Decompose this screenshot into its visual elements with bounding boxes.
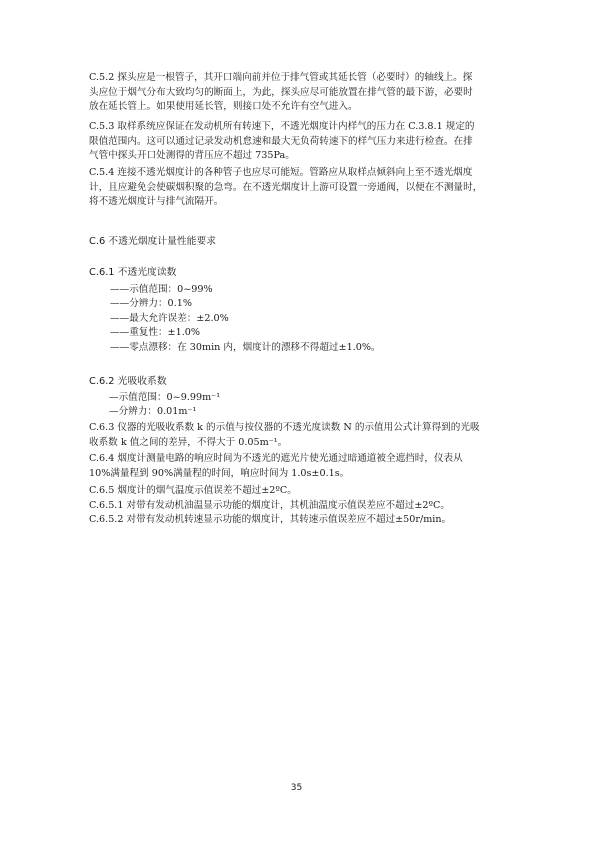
list-item: ——示值范围：0~99% [110, 284, 213, 295]
list-item: ——零点漂移：在 30min 内，烟度计的漂移不得超过±1.0%。 [110, 341, 381, 353]
list-item: ——分辨力：0.1% [110, 298, 192, 310]
clause-c-6-5 [89, 484, 507, 528]
clause-c-5-3 [89, 120, 507, 164]
list-item: —示值范围：0~9.99m⁻¹ [109, 392, 221, 403]
page-number: 35 [290, 783, 303, 793]
c-6-2-requirements-list [109, 391, 220, 420]
subsection-heading-c-6-2: C.6.2 光吸收系数 [89, 376, 167, 387]
clause-c-6-4 [89, 452, 507, 481]
text-line: C.6.3 仪器的光吸收系数 k 的示值与按仪器的不透光度读数 N 的示值用公式计算得到的光吸 [89, 422, 480, 433]
text-line: 计，且应避免会使碳烟积聚的急弯。在不透光烟度计上游可设置一旁通阀，以便在不测量时， [89, 181, 483, 193]
list-item: —分辨力：0.01m⁻¹ [109, 406, 197, 418]
list-item: ——重复性：±1.0% [110, 327, 200, 339]
text-line: C.6.5.2 对带有发动机转速显示功能的烟度计，其转速示值误差应不超过±50r/min。 [89, 514, 452, 526]
text-line: 将不透光烟度计与排气流隔开。 [89, 196, 224, 208]
clause-c-6-3 [89, 421, 507, 450]
list-item: ——最大允许误差：±2.0% [110, 312, 229, 324]
text-line: C.5.4 连接不透光烟度计的各种管子也应尽可能短。管路应从取样点倾斜向上至不透光烟度 [89, 167, 473, 178]
text-line: 限值范围内。这可以通过记录发动机怠速和最大无负荷转速下的样气压力来进行检查。在排 [89, 135, 473, 147]
c-6-1-requirements-list [110, 283, 381, 355]
text-line: C.5.2 探头应是一根管子，其开口端向前并位于排气管或其延长管（必要时）的轴线上。探 [89, 72, 473, 83]
clause-c-5-4 [89, 166, 507, 210]
text-line: 气管中探头开口处测得的背压应不超过 735Pa。 [89, 150, 295, 162]
text-line: C.6.5.1 对带有发动机油温显示功能的烟度计，其机油温度示值误差应不超过±2ºC。 [89, 499, 450, 511]
text-line: 放在延长管上。如果使用延长管，则接口处不允许有空气进入。 [89, 101, 358, 113]
subsection-heading-c-6-1: C.6.1 不透光度读数 [89, 267, 177, 278]
section-heading-c-6: C.6 不透光烟度计量性能要求 [89, 236, 217, 247]
text-line: C.6.5 烟度计的烟气温度示值误差不超过±2ºC。 [89, 485, 297, 496]
text-line: C.6.4 烟度计测量电路的响应时间为不透光的遮光片使光通过暗通道被全遮挡时，仪表从 [89, 453, 463, 464]
text-line: C.5.3 取样系统应保证在发动机所有转速下，不透光烟度计内样气的压力在 C.3.8.1 规定的 [89, 121, 475, 132]
text-line: 头应位于烟气分布大致均匀的断面上，为此，探头应尽可能放置在排气管的最下游，必要时 [89, 86, 473, 98]
clause-c-5-2 [89, 71, 507, 115]
text-line: 收系数 k 值之间的差异，不得大于 0.05m⁻¹。 [89, 436, 288, 448]
text-line: 10%满量程到 90%满量程的时间，响应时间为 1.0s±0.1s。 [89, 467, 350, 479]
